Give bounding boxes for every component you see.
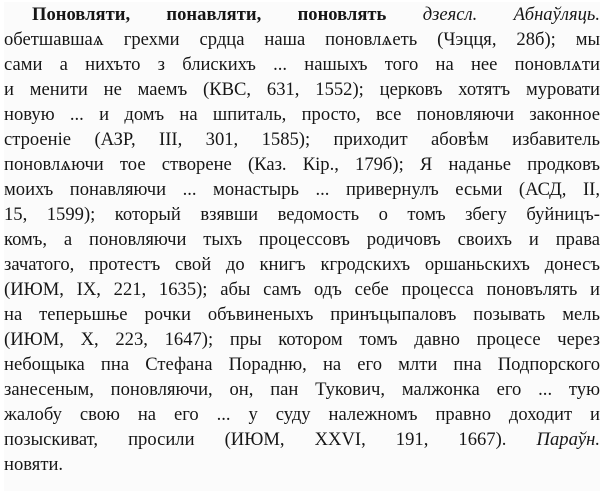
quote-line: сами а нихъто з блискихъ ... нашыхъ того на нее поновлѧти xyxy=(4,54,600,75)
quote-line: поновлѧючи тое створене (Каз. Кір., 179б); Я наданье продковъ xyxy=(4,154,600,175)
quote-line: занесеным, поновляючи, он, пан Тукович, малжонка его ... тую xyxy=(4,379,600,400)
quote-line: зачатого, протестъ свой до книгъ кгродскихъ оршаньскихъ донесъ xyxy=(4,254,600,275)
quote-line: обетшавшаѧ грехми срдца наша поновлѧеть (Чэцця, 28б); мы xyxy=(4,29,600,50)
quote-line: на теперьшње рочки объвиненыхъ принъцыпаловъ позывать мель xyxy=(4,304,600,325)
quote-line: и менити не маемъ (КВС, 631, 1552); церковъ хотятъ муровати xyxy=(4,79,600,100)
grammar-label: дзеясл. xyxy=(422,4,478,25)
entry-headword: Поновляти, понавляти, поновлять xyxy=(32,4,387,25)
quote-line: моихъ понавляючи ... монастырь ... привернулъ есьми (АСД, II, xyxy=(4,179,600,200)
quote-line: 15, 1599); который взявши ведомость о томъ збегу буйницъ- xyxy=(4,204,600,225)
crossref-word: новяти. xyxy=(4,454,64,475)
quote-line: жалобу свою на его ... у суду належномъ правно доходит и xyxy=(4,404,600,425)
quote-line-text: позыскиват, просили (ИЮМ, XXVI, 191, 1667). xyxy=(4,429,507,450)
quote-line: комъ, а поновляючи тыхъ процессовъ родичовъ своихъ и права xyxy=(4,229,600,250)
entry-head-line xyxy=(32,2,600,27)
quote-line-with-crossref xyxy=(4,427,600,452)
quote-line: строеніе (АЗР, III, 301, 1585); приходит абовѣм избавитель xyxy=(4,129,600,150)
dictionary-page xyxy=(4,2,600,491)
crossref-line xyxy=(4,452,600,477)
crossref-label: Параўн. xyxy=(536,429,600,450)
entry-gloss: Абнаўляць. xyxy=(513,4,600,25)
quote-line: (ИЮМ, IX, 221, 1635); абы самъ одъ себе процесса поновълять и xyxy=(4,279,600,300)
quote-line: новую ... и домъ на шпиталь, просто, все поновляючи законное xyxy=(4,104,600,125)
quote-line: (ИЮМ, X, 223, 1647); пры котором томъ давно процесе через xyxy=(4,329,600,350)
quote-line: небощыка пна Стефана Порадню, на его млти пна Подпорского xyxy=(4,354,600,375)
